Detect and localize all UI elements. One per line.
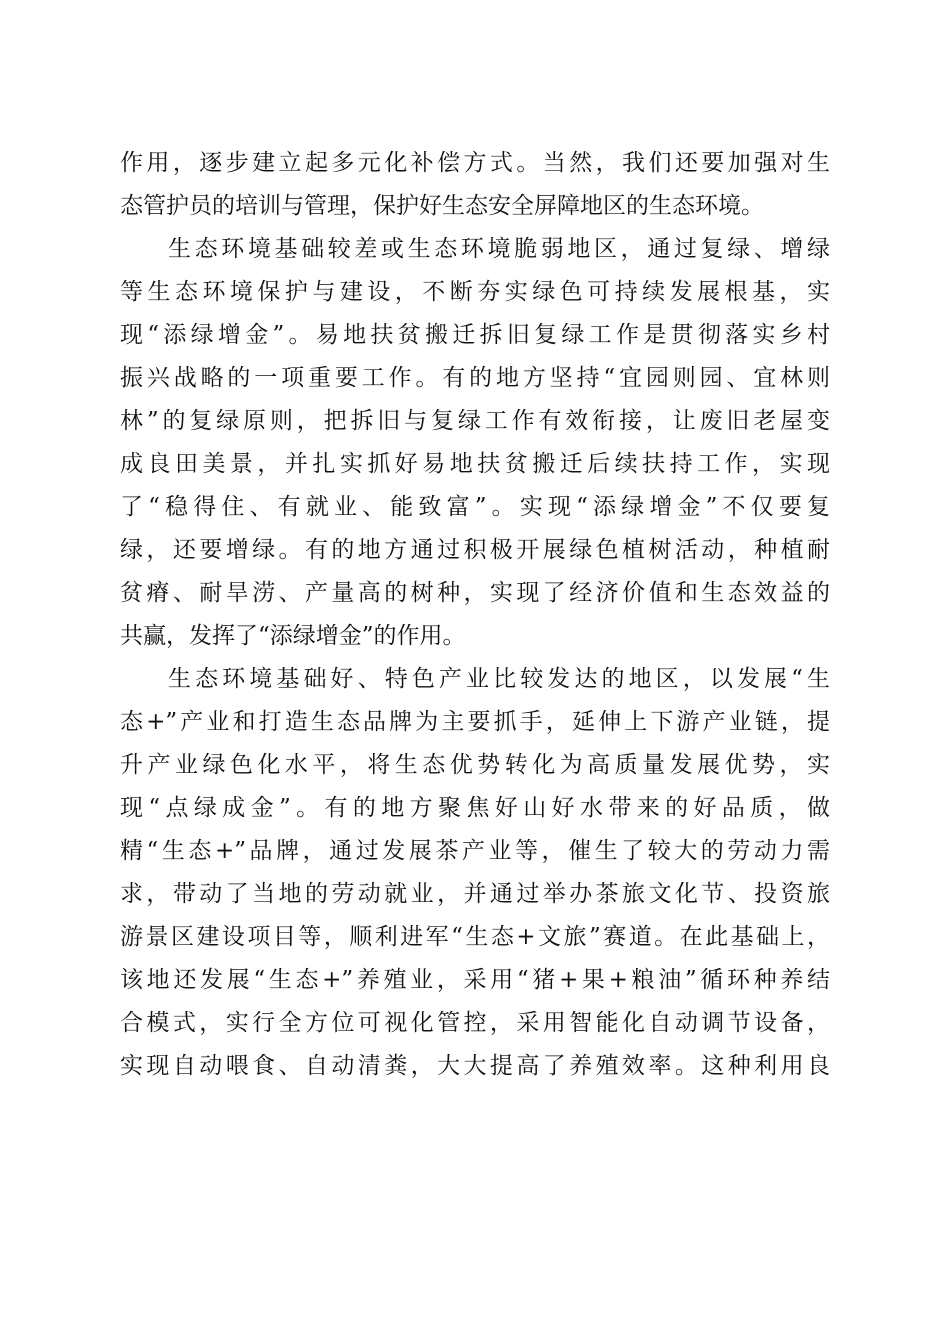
text-line: 等生态环境保护与建设，不断夯实绿色可持续发展根基，实 [120, 279, 830, 305]
text-line: 现“点绿成金”。有的地方聚焦好山好水带来的好品质，做 [120, 795, 830, 821]
text-line: 该地还发展“生态+”养殖业，采用“猪+果+粮油”循环种养结 [120, 967, 830, 993]
text-line: 实现自动喂食、自动清粪，大大提高了养殖效率。这种利用良 [120, 1053, 830, 1079]
text-line: 求，带动了当地的劳动就业，并通过举办茶旅文化节、投资旅 [120, 881, 830, 907]
text-line: 合模式，实行全方位可视化管控，采用智能化自动调节设备， [120, 1010, 830, 1036]
text-line: 生态环境基础较差或生态环境脆弱地区，通过复绿、增绿 [168, 236, 830, 262]
text-line: 现“添绿增金”。易地扶贫搬迁拆旧复绿工作是贯彻落实乡村 [120, 322, 830, 348]
text-line: 了“稳得住、有就业、能致富”。实现“添绿增金”不仅要复 [120, 494, 830, 520]
text-line: 林”的复绿原则，把拆旧与复绿工作有效衔接，让废旧老屋变 [120, 408, 830, 434]
text-line: 成良田美景，并扎实抓好易地扶贫搬迁后续扶持工作，实现 [120, 451, 830, 477]
text-line: 升产业绿色化水平，将生态优势转化为高质量发展优势，实 [120, 752, 830, 778]
paragraph-3 [120, 658, 830, 1088]
text-line: 态+”产业和打造生态品牌为主要抓手，延伸上下游产业链，提 [120, 709, 830, 735]
paragraph-2 [120, 228, 830, 658]
text-line: 游景区建设项目等，顺利进军“生态+文旅”赛道。在此基础上， [120, 924, 830, 950]
body-text [120, 142, 830, 1088]
text-line: 贫瘠、耐旱涝、产量高的树种，实现了经济价值和生态效益的 [120, 580, 830, 606]
text-line: 态管护员的培训与管理，保护好生态安全屏障地区的生态环境。 [120, 193, 764, 219]
text-line: 作用，逐步建立起多元化补偿方式。当然，我们还要加强对生 [120, 150, 830, 176]
text-line: 振兴战略的一项重要工作。有的地方坚持“宜园则园、宜林则 [120, 365, 830, 391]
paragraph-1 [120, 142, 830, 228]
text-line: 精“生态+”品牌，通过发展茶产业等，催生了较大的劳动力需 [120, 838, 830, 864]
text-line: 绿，还要增绿。有的地方通过积极开展绿色植树活动，种植耐 [120, 537, 830, 563]
text-line: 生态环境基础好、特色产业比较发达的地区，以发展“生 [168, 666, 830, 692]
text-line: 共赢，发挥了“添绿增金”的作用。 [120, 623, 466, 649]
